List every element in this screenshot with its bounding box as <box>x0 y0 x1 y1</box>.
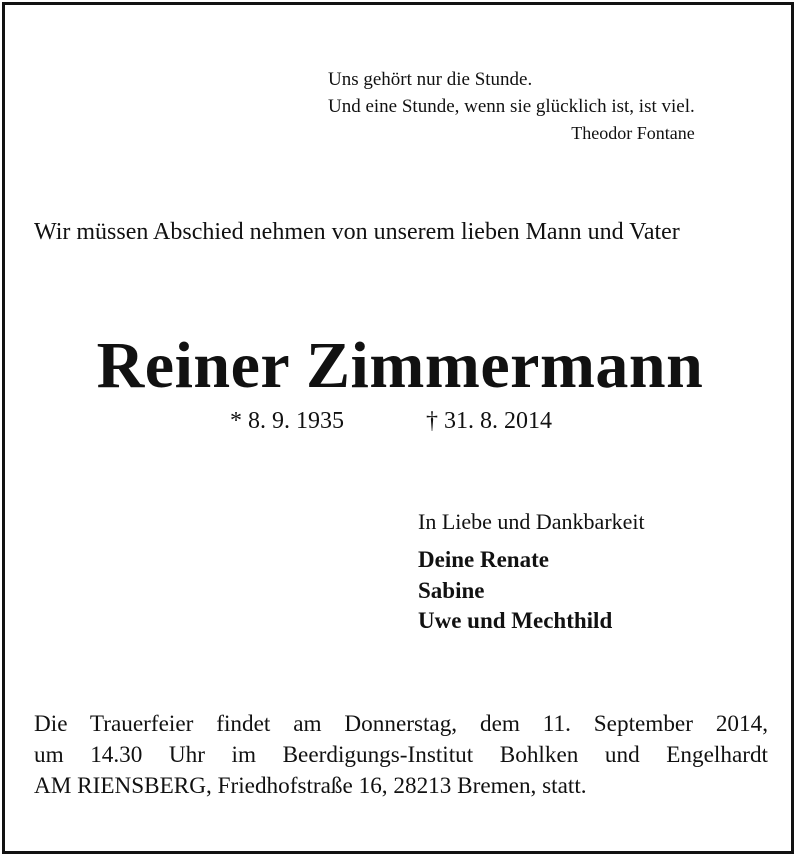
death-date: † 31. 8. 2014 <box>426 408 552 434</box>
mourners-list <box>418 545 612 637</box>
mourners-heading: In Liebe und Dankbarkeit <box>418 509 645 534</box>
funeral-line: um 14.30 Uhr im Beerdigungs-Institut Bohlken und Engelhardt <box>34 742 768 768</box>
mourner-name: Sabine <box>418 577 485 603</box>
intro-text: Wir müssen Abschied nehmen von unserem lieben Mann und Vater <box>34 219 680 245</box>
deceased-name: Reiner Zimmermann <box>96 329 704 402</box>
epigraph <box>328 66 695 147</box>
funeral-line: AM RIENSBERG, Friedhofstraße 16, 28213 Bremen, statt. <box>34 773 587 799</box>
funeral-line: Die Trauerfeier findet am Donnerstag, dem 11. September 2014, <box>34 711 768 737</box>
epigraph-author: Theodor Fontane <box>571 123 695 143</box>
birth-date: * 8. 9. 1935 <box>230 408 344 434</box>
mourner-name: Deine Renate <box>418 547 549 572</box>
epigraph-line: Uns gehört nur die Stunde. <box>328 69 533 90</box>
mourner-name: Uwe und Mechthild <box>418 608 613 633</box>
epigraph-line: Und eine Stunde, wenn sie glücklich ist, ist viel. <box>328 96 695 117</box>
funeral-announcement <box>34 709 768 802</box>
